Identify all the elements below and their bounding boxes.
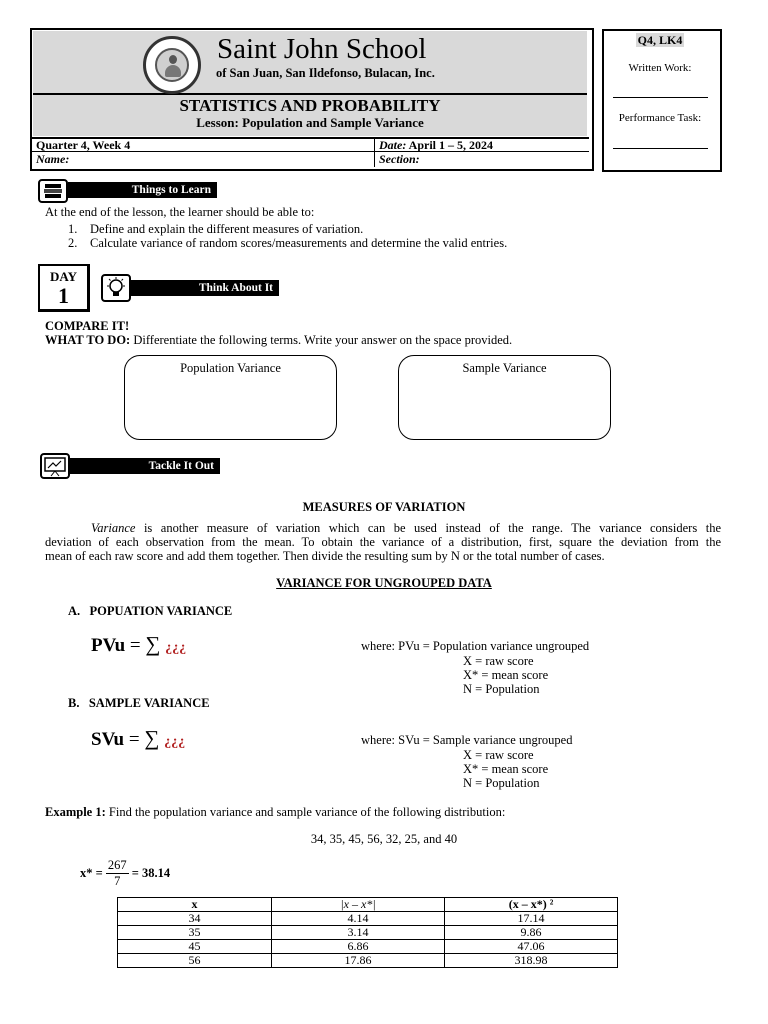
definition-item: X = raw score <box>463 748 534 762</box>
formula-garbled: ¿¿¿ <box>165 640 187 655</box>
sample-variance-title: B. SAMPLE VARIANCE <box>68 696 210 710</box>
distribution-values: 34, 35, 45, 56, 32, 25, and 40 <box>310 832 458 846</box>
mean-formula <box>80 858 170 889</box>
mean-lhs: x* = <box>80 866 103 880</box>
table-cell: 318.98 <box>445 954 618 968</box>
population-formula <box>91 632 186 657</box>
ungrouped-heading: VARIANCE FOR UNGROUPED DATA <box>276 576 492 590</box>
date-label: Date: <box>379 138 407 152</box>
table-cell: 17.14 <box>445 912 618 926</box>
definition-item: N = Population <box>463 776 540 790</box>
formula-lhs: SVu <box>91 729 125 750</box>
sample-formula <box>91 726 185 751</box>
objectives-intro: At the end of the lesson, the learner should be able to: <box>45 205 315 219</box>
mean-result: = 38.14 <box>131 866 171 880</box>
think-about-it-banner: Think About It <box>131 280 279 296</box>
written-work-label: Written Work: <box>628 62 692 74</box>
table-cell: 34 <box>118 912 272 926</box>
performance-task-label: Performance Task: <box>618 112 702 124</box>
variance-paragraph-line1: Variance is another measure of variation which can be used instead of the range. The variance considers the <box>91 521 721 535</box>
formula-equals: = <box>129 635 141 656</box>
definition-item: X* = mean score <box>463 668 549 682</box>
table-row <box>118 912 618 926</box>
mean-fraction <box>106 858 129 889</box>
table-header: (x – x*) ² <box>445 898 618 912</box>
answer-box-title: Sample Variance <box>462 361 547 375</box>
mean-denominator: 7 <box>114 874 121 888</box>
example-label: Example 1: <box>45 805 106 819</box>
what-to-do-text: Differentiate the following terms. Write your answer on the space provided. <box>130 333 513 347</box>
deviation-table <box>117 897 618 968</box>
header-divider <box>374 137 375 167</box>
day-box <box>38 264 90 312</box>
performance-task-line <box>613 148 708 149</box>
definition-item: N = Population <box>463 682 540 696</box>
table-cell: 3.14 <box>272 926 445 940</box>
score-box <box>602 29 722 172</box>
table-header: |x – x*| <box>272 898 445 912</box>
table-cell: 47.06 <box>445 940 618 954</box>
day-number: 1 <box>58 283 69 308</box>
table-cell: 56 <box>118 954 272 968</box>
sample-where: where: SVu = Sample variance ungrouped <box>361 733 573 747</box>
example-prompt <box>45 805 505 820</box>
date-field <box>379 138 493 153</box>
table-row <box>118 940 618 954</box>
books-icon <box>38 179 68 203</box>
presentation-icon <box>40 453 70 479</box>
table-header-row <box>118 898 618 912</box>
objective-item: Define and explain the different measures of variation. <box>90 222 364 236</box>
variance-paragraph-line3: mean of each raw score and add them together. Then divide the resulting sum by N or the total number of cases. <box>45 549 605 563</box>
measures-heading: MEASURES OF VARIATION <box>302 500 466 514</box>
sample-variance-answer-box[interactable] <box>398 355 611 440</box>
example-text: Find the population variance and sample variance of the following distribution: <box>105 805 506 819</box>
definition-item: X* = mean score <box>463 762 549 776</box>
formula-lhs: PVu <box>91 635 126 656</box>
population-where: where: PVu = Population variance ungrouped <box>361 639 590 653</box>
mean-numerator: 267 <box>107 858 127 872</box>
things-to-learn-banner: Things to Learn <box>68 182 217 198</box>
written-work-line <box>613 97 708 98</box>
school-seal-logo <box>143 36 201 94</box>
school-name: Saint John School <box>217 33 427 65</box>
date-value: April 1 – 5, 2024 <box>408 138 494 152</box>
quarter-week: Quarter 4, Week 4 <box>36 138 131 152</box>
school-address: of San Juan, San Ildefonso, Bulacan, Inc. <box>216 66 435 80</box>
what-to-do-label: WHAT TO DO: <box>45 333 131 347</box>
population-variance-answer-box[interactable] <box>124 355 337 440</box>
table-row <box>118 926 618 940</box>
formula-equals: = <box>128 729 140 750</box>
sigma-symbol: ∑ <box>144 726 160 750</box>
table-header: x <box>118 898 272 912</box>
objective-number: 2. <box>68 236 78 250</box>
variance-term: Variance <box>91 521 136 535</box>
definition-item: X = raw score <box>463 654 534 668</box>
table-cell: 6.86 <box>272 940 445 954</box>
section-label: Section: <box>379 152 420 166</box>
day-label: DAY <box>50 269 77 284</box>
objective-item: Calculate variance of random scores/measurements and determine the valid entries. <box>90 236 508 250</box>
table-cell: 45 <box>118 940 272 954</box>
table-cell: 17.86 <box>272 954 445 968</box>
table-cell: 35 <box>118 926 272 940</box>
population-variance-title: A. POPUATION VARIANCE <box>68 604 233 618</box>
variance-paragraph-line2: deviation of each observation from the mean. To obtain the variance of a distribution, first, square the deviation from the <box>45 535 721 549</box>
formula-garbled: ¿¿¿ <box>164 734 186 749</box>
what-to-do <box>45 333 512 348</box>
objective-number: 1. <box>68 222 78 236</box>
name-label: Name: <box>36 152 70 166</box>
answer-box-title: Population Variance <box>180 361 281 375</box>
table-cell: 4.14 <box>272 912 445 926</box>
table-row <box>118 954 618 968</box>
table-cell: 9.86 <box>445 926 618 940</box>
lightbulb-icon <box>101 274 131 302</box>
sigma-symbol: ∑ <box>145 632 161 656</box>
tackle-it-out-banner: Tackle It Out <box>70 458 220 474</box>
subject-title: STATISTICS AND PROBABILITY <box>179 96 441 115</box>
compare-heading: COMPARE IT! <box>45 319 130 333</box>
lk-code: Q4, LK4 <box>637 33 683 47</box>
lesson-title: Lesson: Population and Sample Variance <box>196 115 424 130</box>
